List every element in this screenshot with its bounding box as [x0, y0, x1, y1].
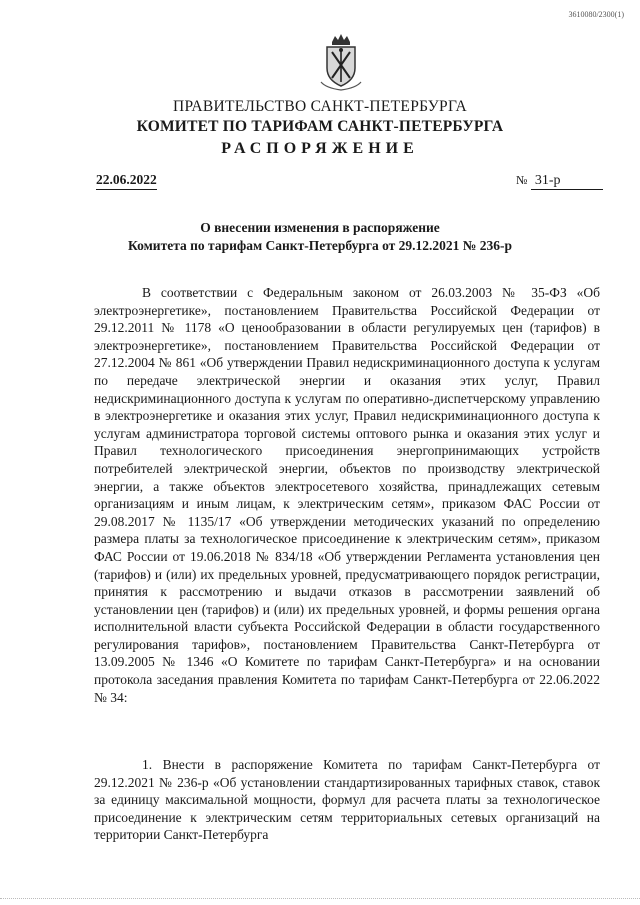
- document-type: РАСПОРЯЖЕНИЕ: [221, 140, 419, 157]
- number-sign: №: [516, 173, 528, 187]
- subject-heading: [0, 219, 640, 255]
- page-edge: [0, 898, 640, 900]
- subject-line-2: Комитета по тарифам Санкт-Петербурга от 29.12.2021 № 236-р: [128, 238, 512, 253]
- committee-title: КОМИТЕТ ПО ТАРИФАМ САНКТ-ПЕТЕРБУРГА: [136, 118, 504, 135]
- document-number: [516, 172, 603, 190]
- government-title: ПРАВИТЕЛЬСТВО САНКТ-ПЕТЕРБУРГА: [172, 98, 468, 115]
- document-date: 22.06.2022: [96, 172, 157, 190]
- document-code: 3610080/2300(1): [568, 10, 624, 19]
- subject-line-1: О внесении изменения в распоряжение: [200, 220, 440, 235]
- number-value: 31-р: [531, 173, 603, 190]
- item-1-paragraph: 1. Внести в распоряжение Комитета по тарифам Санкт-Петербурга от 29.12.2021 № 236-р «Об установлении стандартизированных тарифных ставок, ставок за единицу максимальной мощности, формул для расчета платы за технологическое присоединение к электрическим сетям территориальных сетевых организаций на территории Санкт-Петербурга: [94, 757, 600, 843]
- preamble-paragraph: В соответствии с Федеральным законом от 26.03.2003 № 35-ФЗ «Об электроэнергетике», постановлением Правительства Российской Федерации от 29.12.2011 № 1178 «О ценообразовании в области регулируемых цен (тарифов) в электроэнергетике», постановлением Правительства Российской Федерации от 27.12.2004 № 861 «Об утверждении Правил недискриминационного доступа к услугам по передаче электрической энергии и оказания этих услуг, Правил недискриминационного доступа к услугам по оперативно-диспетчерскому управлению в электроэнергетике и оказания этих услуг, Правил недискриминационного доступа к услугам администратора торговой системы оптового рынка и оказания этих услуг и Правил технологического присоединения энергопринимающих устройств потребителей электрической энергии, объектов по производству электрической энергии, а также объектов электросетевого хозяйства, принадлежащих сетевым организациям и иным лицам, к электрическим сетям», приказом ФАС России от 29.08.2017 № 1135/17 «Об утверждении методических указаний по определению размера платы за технологическое присоединение к электрическим сетям», приказом ФАС России от 19.06.2018 № 834/18 «Об утверждении Регламента установления цен (тарифов) и (или) их предельных уровней, предусматривающего порядок регистрации, принятия к рассмотрению и выдачи отказов в рассмотрении заявлений об установлении цен (тарифов) и (или) их предельных уровней, и формы решения органа исполнительной власти субъекта Российской Федерации в области государственного регулирования тарифов», постановлением Правительства Санкт-Петербурга от 13.09.2005 № 1346 «О Комитете по тарифам Санкт-Петербурга» и на основании протокола заседания правления Комитета по тарифам Санкт-Петербурга от 22.06.2022 № 34:: [94, 285, 600, 705]
- coat-of-arms-icon: [318, 32, 364, 92]
